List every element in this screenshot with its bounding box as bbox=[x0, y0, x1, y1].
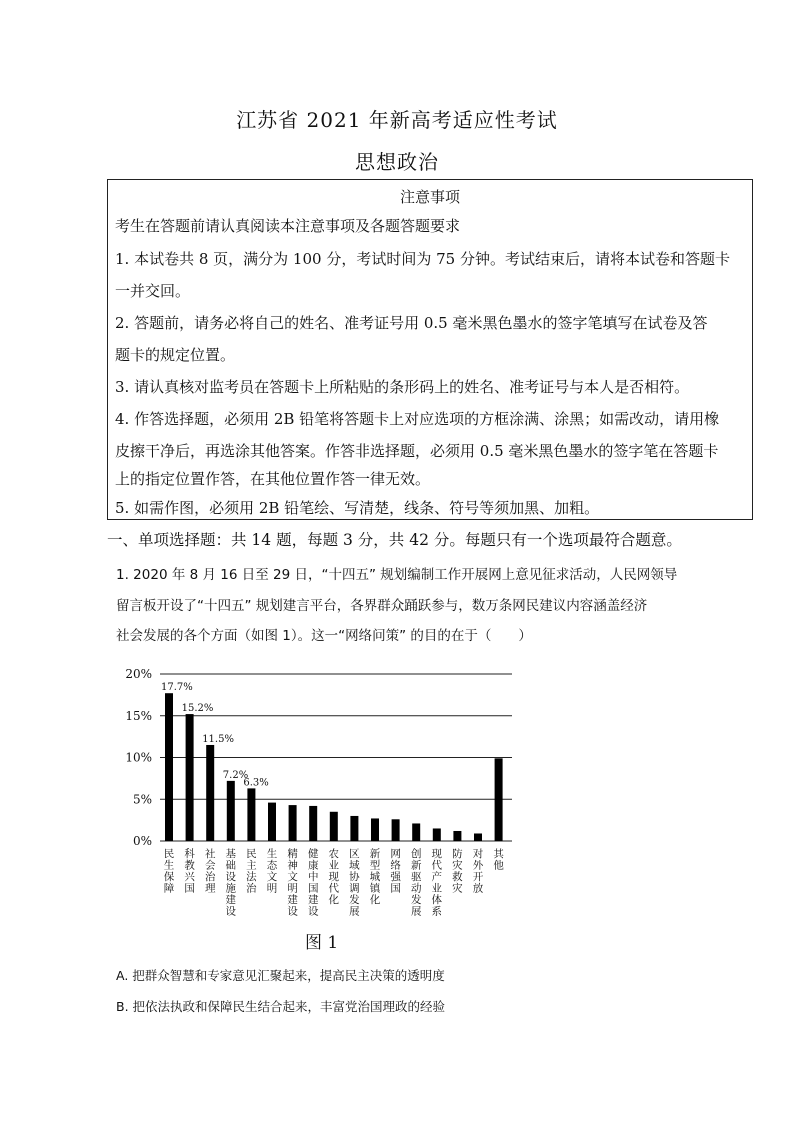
bar bbox=[330, 812, 338, 841]
data-label: 11.5% bbox=[202, 733, 234, 745]
x-category-label: 科教兴国 bbox=[184, 848, 195, 895]
notice-line: 上的指定位置作答，在其他位置作答一律无效。 bbox=[115, 470, 431, 488]
bar bbox=[433, 828, 441, 841]
option-b: B. 把依法执政和保障民生结合起来，丰富党治国理政的经验 bbox=[116, 999, 446, 1014]
bar bbox=[247, 788, 255, 841]
x-category-label: 现代产业体系 bbox=[431, 848, 443, 918]
notice-box bbox=[107, 179, 753, 520]
notice-line: 2. 答题前，请务必将自己的姓名、准考证号用 0.5 毫米黑色墨水的签字笔填写在试卷及答 bbox=[115, 314, 708, 332]
question-stem-line: 社会发展的各个方面（如图 1）。这一“网络问策” 的目的在于（ ） bbox=[116, 628, 532, 644]
question-stem-line: 1. 2020 年 8 月 16 日至 29 日，“十四五” 规划编制工作开展网上意见征求活动，人民网领导 bbox=[116, 567, 678, 583]
bar bbox=[186, 714, 194, 841]
y-tick-label: 10% bbox=[125, 750, 152, 765]
x-category-label: 其他 bbox=[493, 848, 504, 872]
bar bbox=[371, 818, 379, 841]
bar bbox=[206, 745, 214, 841]
bar bbox=[289, 805, 297, 841]
data-label: 7.2% bbox=[222, 769, 249, 781]
x-category-label: 精神文明建设 bbox=[287, 848, 298, 918]
notice-line: 题卡的规定位置。 bbox=[115, 346, 236, 364]
x-category-label: 农业现代化 bbox=[328, 848, 340, 906]
bar bbox=[227, 781, 235, 841]
bar bbox=[453, 831, 461, 841]
question-stem-line: 留言板开设了“十四五” 规划建言平台，各界群众踊跃参与，数万条网民建议内容涵盖经济 bbox=[116, 598, 648, 614]
x-category-label: 社会治理 bbox=[204, 848, 216, 895]
bar bbox=[392, 819, 400, 841]
notice-heading: 注意事项 bbox=[399, 188, 460, 206]
notice-line: 3. 请认真核对监考员在答题卡上所粘贴的条形码上的姓名、准考证号与本人是否相符。 bbox=[115, 378, 690, 396]
bar bbox=[309, 806, 317, 841]
y-tick-label: 15% bbox=[125, 708, 152, 723]
notice-line: 4. 作答选择题，必须用 2B 铅笔将答题卡上对应选项的方框涂满、涂黑；如需改动，请用橡 bbox=[115, 410, 720, 428]
x-category-label: 民生保障 bbox=[163, 848, 175, 895]
option-a: A. 把群众智慧和专家意见汇聚起来，提高民主决策的透明度 bbox=[116, 968, 445, 983]
bar bbox=[495, 758, 503, 841]
data-label: 15.2% bbox=[181, 703, 214, 715]
bar bbox=[350, 816, 358, 841]
x-category-label: 对外开放 bbox=[472, 848, 484, 895]
x-category-label: 民主法治 bbox=[246, 848, 257, 895]
bar-chart bbox=[120, 660, 520, 922]
x-category-label: 基础设施建设 bbox=[225, 848, 237, 918]
y-tick-label: 0% bbox=[132, 834, 152, 848]
x-category-label: 创新驱动发展 bbox=[410, 848, 422, 918]
x-category-label: 网络强国 bbox=[390, 848, 401, 895]
x-category-label: 区域协调发展 bbox=[349, 848, 360, 918]
x-category-label: 新型城镇化 bbox=[369, 848, 381, 906]
bar bbox=[268, 803, 276, 841]
bar bbox=[474, 833, 482, 841]
exam-title: 江苏省 2021 年新高考适应性考试 bbox=[236, 108, 558, 132]
x-category-label: 生态文明 bbox=[266, 848, 278, 895]
bar bbox=[165, 693, 173, 841]
x-category-label: 健康中国建设 bbox=[307, 848, 319, 918]
figure-caption: 图 1 bbox=[305, 933, 339, 953]
notice-line: 5. 如需作图，必须用 2B 铅笔绘、写清楚，线条、符号等须加黑、加粗。 bbox=[115, 499, 600, 517]
data-label: 17.7% bbox=[161, 682, 193, 694]
bar bbox=[412, 823, 420, 841]
y-tick-label: 5% bbox=[132, 792, 152, 807]
x-category-label: 防灾救灾 bbox=[452, 848, 463, 895]
notice-line: 一并交回。 bbox=[115, 282, 191, 300]
y-tick-label: 20% bbox=[125, 667, 152, 681]
notice-line: 1. 本试卷共 8 页，满分为 100 分，考试时间为 75 分钟。考试结束后，请将本试卷和答题卡 bbox=[115, 250, 730, 268]
section-heading: 一、单项选择题：共 14 题，每题 3 分，共 42 分。每题只有一个选项最符合题意。 bbox=[107, 531, 682, 549]
subject-title: 思想政治 bbox=[355, 150, 439, 174]
data-label: 6.3% bbox=[243, 777, 269, 789]
notice-intro: 考生在答题前请认真阅读本注意事项及各题答题要求 bbox=[115, 217, 461, 235]
notice-line: 皮擦干净后，再选涂其他答案。作答非选择题，必须用 0.5 毫米黑色墨水的签字笔在答题卡 bbox=[115, 442, 719, 460]
